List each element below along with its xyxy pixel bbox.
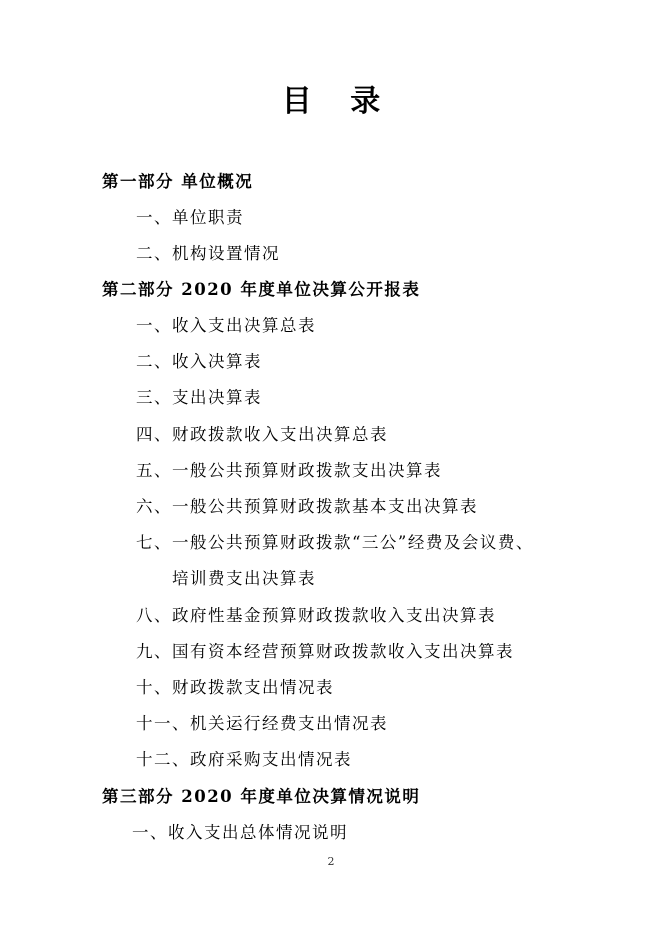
- page-title: 目 录: [281, 84, 395, 119]
- toc-item: 十、财政拨款支出情况表: [136, 678, 334, 697]
- toc-item: 二、收入决算表: [136, 352, 262, 371]
- toc-part-2-heading: 第二部分 2020 年度单位决算公开报表: [102, 280, 421, 299]
- toc-item: 五、一般公共预算财政拨款支出决算表: [136, 461, 442, 480]
- toc-part-3-heading: 第三部分 2020 年度单位决算情况说明: [102, 787, 421, 806]
- toc-item: 二、机构设置情况: [136, 244, 280, 263]
- toc-item: 九、国有资本经营预算财政拨款收入支出决算表: [136, 642, 514, 661]
- toc-item: 一、单位职责: [136, 208, 244, 227]
- toc-item: 七、一般公共预算财政拨款“三公”经费及会议费、: [136, 533, 534, 552]
- toc-item: 六、一般公共预算财政拨款基本支出决算表: [136, 497, 478, 516]
- toc-item: 十二、政府采购支出情况表: [136, 750, 352, 769]
- toc-item: 四、财政拨款收入支出决算总表: [136, 425, 388, 444]
- toc-item: 十一、机关运行经费支出情况表: [136, 714, 388, 733]
- toc-item: 三、支出决算表: [136, 388, 262, 407]
- toc-part-1-heading: 第一部分 单位概况: [102, 172, 254, 191]
- toc-item: 八、政府性基金预算财政拨款收入支出决算表: [136, 606, 496, 625]
- toc-item: 一、收入支出总体情况说明: [132, 823, 348, 842]
- toc-item-continuation: 培训费支出决算表: [172, 569, 316, 588]
- toc-item: 一、收入支出决算总表: [136, 316, 316, 335]
- page-number: 2: [327, 855, 335, 868]
